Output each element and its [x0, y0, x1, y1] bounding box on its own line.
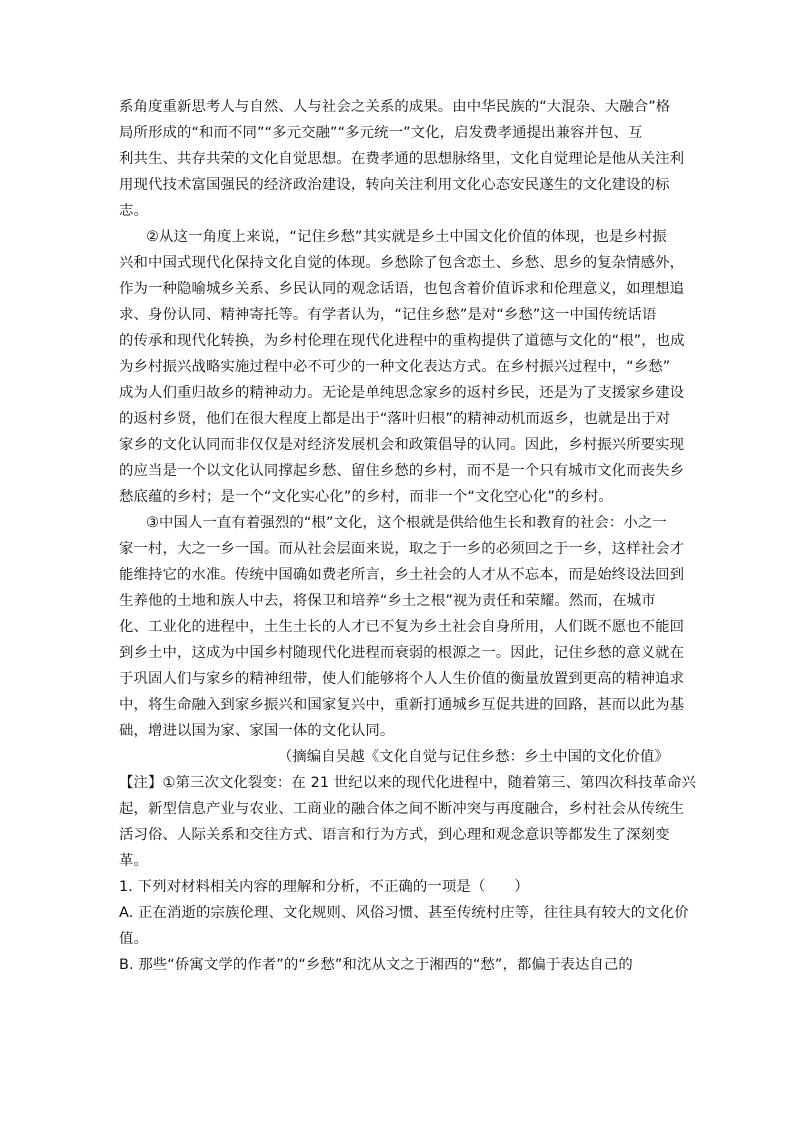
text-line: 用现代技术富国强民的经济政治建设，转向关注利用文化心态安民遂生的文化建设的标	[119, 177, 670, 193]
document-body	[119, 94, 697, 978]
text-line: 志。	[119, 203, 148, 219]
text-line: 系角度重新思考人与自然、人与社会之关系的成果。由中华民族的“大混杂、大融合”格	[119, 99, 671, 115]
text-line: 愁底蕴的乡村；是一个“文化实心化”的乡村，而非一个“文化空心化”的乡村。	[119, 489, 613, 505]
text-line: 活习俗、人际关系和交往方式、语言和行为方式，到心理和观念意识等都发生了深刻变	[119, 827, 670, 843]
text-line: 利共生、共存共荣的文化自觉思想。在费孝通的思想脉络里，文化自觉理论是他从关注利	[119, 151, 685, 167]
text-line: 求、身份认同、精神寄托等。有学者认为，“记住乡愁”是对“乡愁”这一中国传统话语	[119, 307, 657, 323]
text-line: ②从这一角度上来说，“记住乡愁”其实就是乡土中国文化价值的体现，也是乡村振	[146, 229, 667, 245]
text-line: 【注】①第三次文化裂变：在 21 世纪以来的现代化进程中，随着第三、第四次科技革命兴	[119, 775, 697, 791]
text-line: ③中国人一直有着强烈的“根”文化，这个根就是供给他生长和教育的社会：小之一	[146, 515, 667, 531]
text-line: 家一村，大之一乡一国。而从社会层面来说，取之于一乡的必须回之于一乡，这样社会才	[119, 541, 685, 557]
text-line: 的传承和现代化转换，为乡村伦理在现代化进程中的重构提供了道德与文化的“根”，也成	[119, 333, 685, 349]
text-line: B. 那些“侨寓文学的作者”的“乡愁”和沈从文之于湘西的“愁”，都偏于表达自己的	[119, 957, 633, 973]
text-line: 的返村乡贤，他们在很大程度上都是出于“落叶归根”的精神动机而返乡，也就是出于对	[119, 411, 671, 427]
text-line: 础，增进以国为家、家国一体的文化认同。	[119, 723, 395, 739]
text-line: 起，新型信息产业与农业、工商业的融合体之间不断冲突与再度融合，乡村社会从传统生	[119, 801, 685, 817]
text-line: 局所形成的“和而不同”“多元交融”“多元统一”文化，启发费孝通提出兼容并包、互	[119, 125, 643, 141]
text-line: 能维持它的水准。传统中国确如费老所言，乡土社会的人才从不忘本，而是始终设法回到	[119, 567, 685, 583]
text-line: 的应当是一个以文化认同撑起乡愁、留住乡愁的乡村，而不是一个只有城市文化而丧失乡	[119, 463, 685, 479]
text-line: 值。	[119, 931, 148, 947]
text-line: 于巩固人们与家乡的精神纽带，使人们能够将个人人生价值的衡量放置到更高的精神追求	[119, 671, 685, 687]
text-line: 成为人们重归故乡的精神动力。无论是单纯思念家乡的返村乡民，还是为了支援家乡建设	[119, 385, 685, 401]
text-line: 兴和中国式现代化保持文化自觉的体现。乡愁除了包含恋土、乡愁、思乡的复杂情感外，	[119, 255, 685, 271]
text-line: 作为一种隐喻城乡关系、乡民认同的观念话语，也包含着价值诉求和伦理意义，如理想追	[119, 281, 685, 297]
text-line: 革。	[119, 853, 148, 869]
text-line: 家乡的文化认同而非仅仅是对经济发展机会和政策倡导的认同。因此，乡村振兴所要实现	[119, 437, 685, 453]
text-line: A. 正在消逝的宗族伦理、文化规则、风俗习惯、甚至传统村庄等，往往具有较大的文化价	[119, 905, 689, 921]
text-line: （摘编自吴越《文化自觉与记住乡愁：乡土中国的文化价值》	[277, 749, 669, 765]
text-line: 中，将生命融入到家乡振兴和国家复兴中，重新打通城乡互促共进的回路，甚而以此为基	[119, 697, 685, 713]
text-line: 生养他的土地和族人中去，将保卫和培养“乡土之根”视为责任和荣耀。然而，在城市	[119, 593, 656, 609]
text-line: 为乡村振兴战略实施过程中必不可少的一种文化表达方式。在乡村振兴过程中，“乡愁”	[119, 359, 671, 375]
text-line: 化、工业化的进程中，土生土长的人才已不复为乡土社会自身所用，人们既不愿也不能回	[119, 619, 685, 635]
text-line: 到乡土中，这成为中国乡村随现代化进程而衰弱的根源之一。因此，记住乡愁的意义就在	[119, 645, 685, 661]
text-line: 1. 下列对材料相关内容的理解和分析，不正确的一项是（ ）	[119, 879, 529, 895]
